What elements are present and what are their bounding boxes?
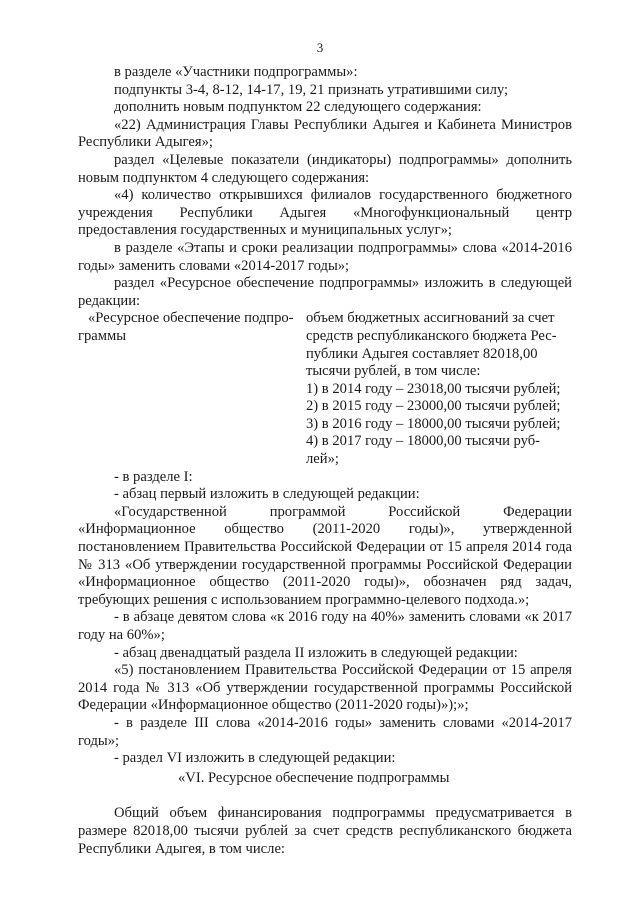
table-value-line: 1) в 2014 году – 23018,00 тысячи рублей; bbox=[306, 380, 561, 397]
paragraph: «5) постановлением Правительства Российской Федерации от 15 апреля 2014 года № 313 «Об утверждении государственной программы Российской Федерации «Информационное общество (2011-2020 годы)»);»; bbox=[78, 662, 572, 714]
paragraph: подпункты 3-4, 8-12, 14-17, 19, 21 признать утратившими силу; bbox=[114, 81, 509, 98]
resource-table-value bbox=[306, 310, 572, 468]
paragraph: дополнить новым подпунктом 22 следующего содержания: bbox=[114, 99, 482, 116]
paragraph: «4) количество открывшихся филиалов государственного бюджетного учреждения Республики Адыгея «Многофункциональный центр предоставления государственных и муниципальных услуг»; bbox=[78, 187, 572, 239]
table-value-line: лей»; bbox=[306, 451, 339, 468]
resource-table bbox=[78, 310, 572, 468]
paragraph: в разделе «Этапы и сроки реализации подпрограммы» слова «2014-2016 годы» заменить словами «2014-2017 годы»; bbox=[78, 239, 572, 274]
paragraph: - в разделе III слова «2014-2016 годы» заменить словами «2014-2017 годы»; bbox=[78, 714, 572, 749]
table-value-line: 3) в 2016 году – 18000,00 тысячи рублей; bbox=[306, 415, 561, 432]
paragraph: «Государственной программой Российской Федерации «Информационное общество (2011-2020 годы)», утвержденной постановлением Правительства Российской Федерации от 15 апреля 2014 года № 313 «Об утверждении государственной программы Российской Федерации «Информационное общество (2011-2020 годы)», обозначен ряд задач, требующих решения с использованием программно-целевого подхода.»; bbox=[78, 503, 572, 608]
table-value-line: средств республиканского бюджета Рес- bbox=[306, 327, 557, 344]
table-value-line: 4) в 2017 году – 18000,00 тысячи руб- bbox=[306, 433, 541, 450]
resource-table-label bbox=[78, 310, 306, 468]
document-body bbox=[78, 64, 572, 858]
table-value-line: тысячи рублей, в том числе: bbox=[306, 363, 481, 380]
paragraph: - в разделе I: bbox=[114, 468, 193, 485]
table-label-line: граммы bbox=[78, 327, 127, 344]
section-heading: «VI. Ресурсное обеспечение подпрограммы bbox=[178, 769, 450, 786]
paragraph: - абзац двенадцатый раздела II изложить в следующей редакции: bbox=[114, 644, 518, 661]
paragraph: - абзац первый изложить в следующей редакции: bbox=[114, 486, 420, 503]
paragraph: в разделе «Участники подпрограммы»: bbox=[114, 64, 358, 80]
page-number: 3 bbox=[316, 40, 324, 55]
table-value-line: объем бюджетных ассигнований за счет bbox=[306, 310, 555, 327]
paragraph: раздел «Целевые показатели (индикаторы) подпрограммы» дополнить новым подпунктом 4 следующего содержания: bbox=[78, 151, 572, 186]
paragraph: раздел «Ресурсное обеспечение подпрограммы» изложить в следующей редакции: bbox=[78, 275, 572, 309]
paragraph: - в абзаце девятом слова «к 2016 году на 40%» заменить словами «к 2017 году на 60%»; bbox=[78, 609, 572, 643]
paragraph: - раздел VI изложить в следующей редакции: bbox=[114, 750, 396, 767]
table-label-line: «Ресурсное обеспечение подпро- bbox=[88, 310, 294, 327]
table-value-line: публики Адыгея составляет 82018,00 bbox=[306, 345, 538, 362]
table-value-line: 2) в 2015 году – 23000,00 тысячи рублей; bbox=[306, 398, 561, 415]
closing-paragraph: Общий объем финансирования подпрограммы предусматривается в размере 82018,00 тысячи рублей за счет средств республиканского бюджета Республики Адыгея, в том числе: bbox=[78, 805, 572, 857]
paragraph: «22) Администрация Главы Республики Адыгея и Кабинета Министров Республики Адыгея»; bbox=[78, 116, 572, 151]
